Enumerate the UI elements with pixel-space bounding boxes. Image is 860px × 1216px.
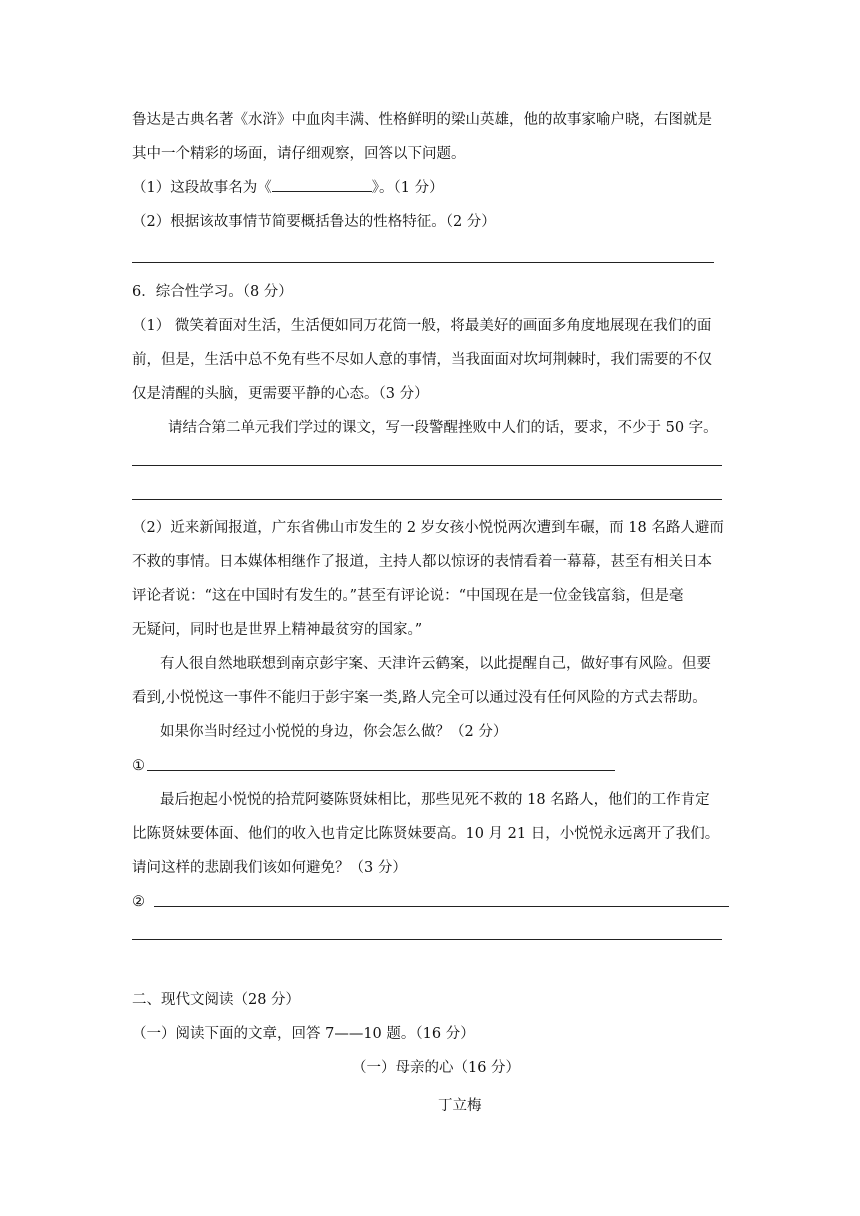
q6-p1-line-1: （1） 微笑着面对生活，生活便如同万花筒一般，将最美好的画面多角度地展现在我们的面 bbox=[132, 318, 712, 334]
answer-line-q6-2a[interactable] bbox=[147, 770, 615, 771]
story-name-blank[interactable] bbox=[272, 191, 372, 192]
section2-part1: （一）阅读下面的文章，回答 7——10 题。（16 分） bbox=[132, 1026, 475, 1042]
q6-p2-line-4: 无疑问，同时也是世界上精神最贫穷的国家。” bbox=[132, 622, 423, 638]
answer-line-q6-1b[interactable] bbox=[132, 499, 722, 500]
q6-p1-task: 请结合第二单元我们学过的课文，写一段警醒挫败中人们的话，要求，不少于 50 字。 bbox=[168, 420, 718, 436]
answer-line-q5[interactable] bbox=[132, 262, 714, 263]
section2-title: 二、现代文阅读（28 分） bbox=[132, 992, 301, 1008]
answer-line-q6-2b[interactable] bbox=[154, 906, 729, 907]
q6-p1-line-3: 仅是清醒的头脑，更需要平静的心态。（3 分） bbox=[132, 386, 429, 402]
q6-title: 6．综合性学习。（8 分） bbox=[132, 284, 293, 300]
q5-intro-line-1: 鲁达是古典名著《水浒》中血肉丰满、性格鲜明的梁山英雄，他的故事家喻户晓，右图就是 bbox=[132, 112, 712, 128]
q5-sub1-suffix: 》。（1 分） bbox=[371, 180, 444, 196]
answer-mark-2: ② bbox=[132, 894, 145, 910]
q6-p4-line-1: 最后抱起小悦悦的拾荒阿婆陈贤妹相比，那些见死不救的 18 名路人，他们的工作肯定 bbox=[160, 792, 710, 808]
q5-sub1 bbox=[132, 178, 444, 198]
q6-p3-line-1: 有人很自然地联想到南京彭宇案、天津许云鹤案，以此提醒自己，做好事有风险。但要 bbox=[160, 656, 711, 672]
q6-p2-line-1: （2）近来新闻报道，广东省佛山市发生的 2 岁女孩小悦悦两次遭到车碾，而 18 名路人避而 bbox=[132, 520, 724, 536]
q6-question-a: 如果你当时经过小悦悦的身边，你会怎么做？（2 分） bbox=[160, 724, 508, 740]
q6-p4-line-2: 比陈贤妹要体面、他们的收入也肯定比陈贤妹要高。10 月 21 日，小悦悦永远离开了我们。 bbox=[132, 826, 720, 842]
article-title: （一）母亲的心（16 分） bbox=[352, 1060, 521, 1076]
answer-line-q6-1a[interactable] bbox=[132, 465, 722, 466]
article-author: 丁立梅 bbox=[438, 1098, 482, 1114]
q6-p2-line-3: 评论者说：“这在中国时有发生的。”甚至有评论说：“中国现在是一位金钱富翁，但是毫 bbox=[132, 588, 684, 604]
answer-mark-1: ① bbox=[132, 758, 145, 774]
q6-p2-line-2: 不救的事情。日本媒体相继作了报道，主持人都以惊讶的表情看着一幕幕，甚至有相关日本 bbox=[132, 554, 712, 570]
q6-p4-line-3: 请问这样的悲剧我们该如何避免？（3 分） bbox=[132, 860, 407, 876]
answer-line-q6-2c[interactable] bbox=[132, 939, 722, 940]
q6-p1-line-2: 前，但是，生活中总不免有些不尽如人意的事情，当我面面对坎坷荆棘时，我们需要的不仅 bbox=[132, 352, 712, 368]
q5-intro-line-2: 其中一个精彩的场面，请仔细观察，回答以下问题。 bbox=[132, 146, 466, 162]
q5-sub1-prefix: （1）这段故事名为《 bbox=[132, 180, 272, 196]
q5-sub2: （2）根据该故事情节简要概括鲁达的性格特征。（2 分） bbox=[132, 214, 496, 230]
q6-p3-line-2: 看到,小悦悦这一事件不能归于彭宇案一类,路人完全可以通过没有任何风险的方式去帮助。 bbox=[132, 690, 707, 706]
